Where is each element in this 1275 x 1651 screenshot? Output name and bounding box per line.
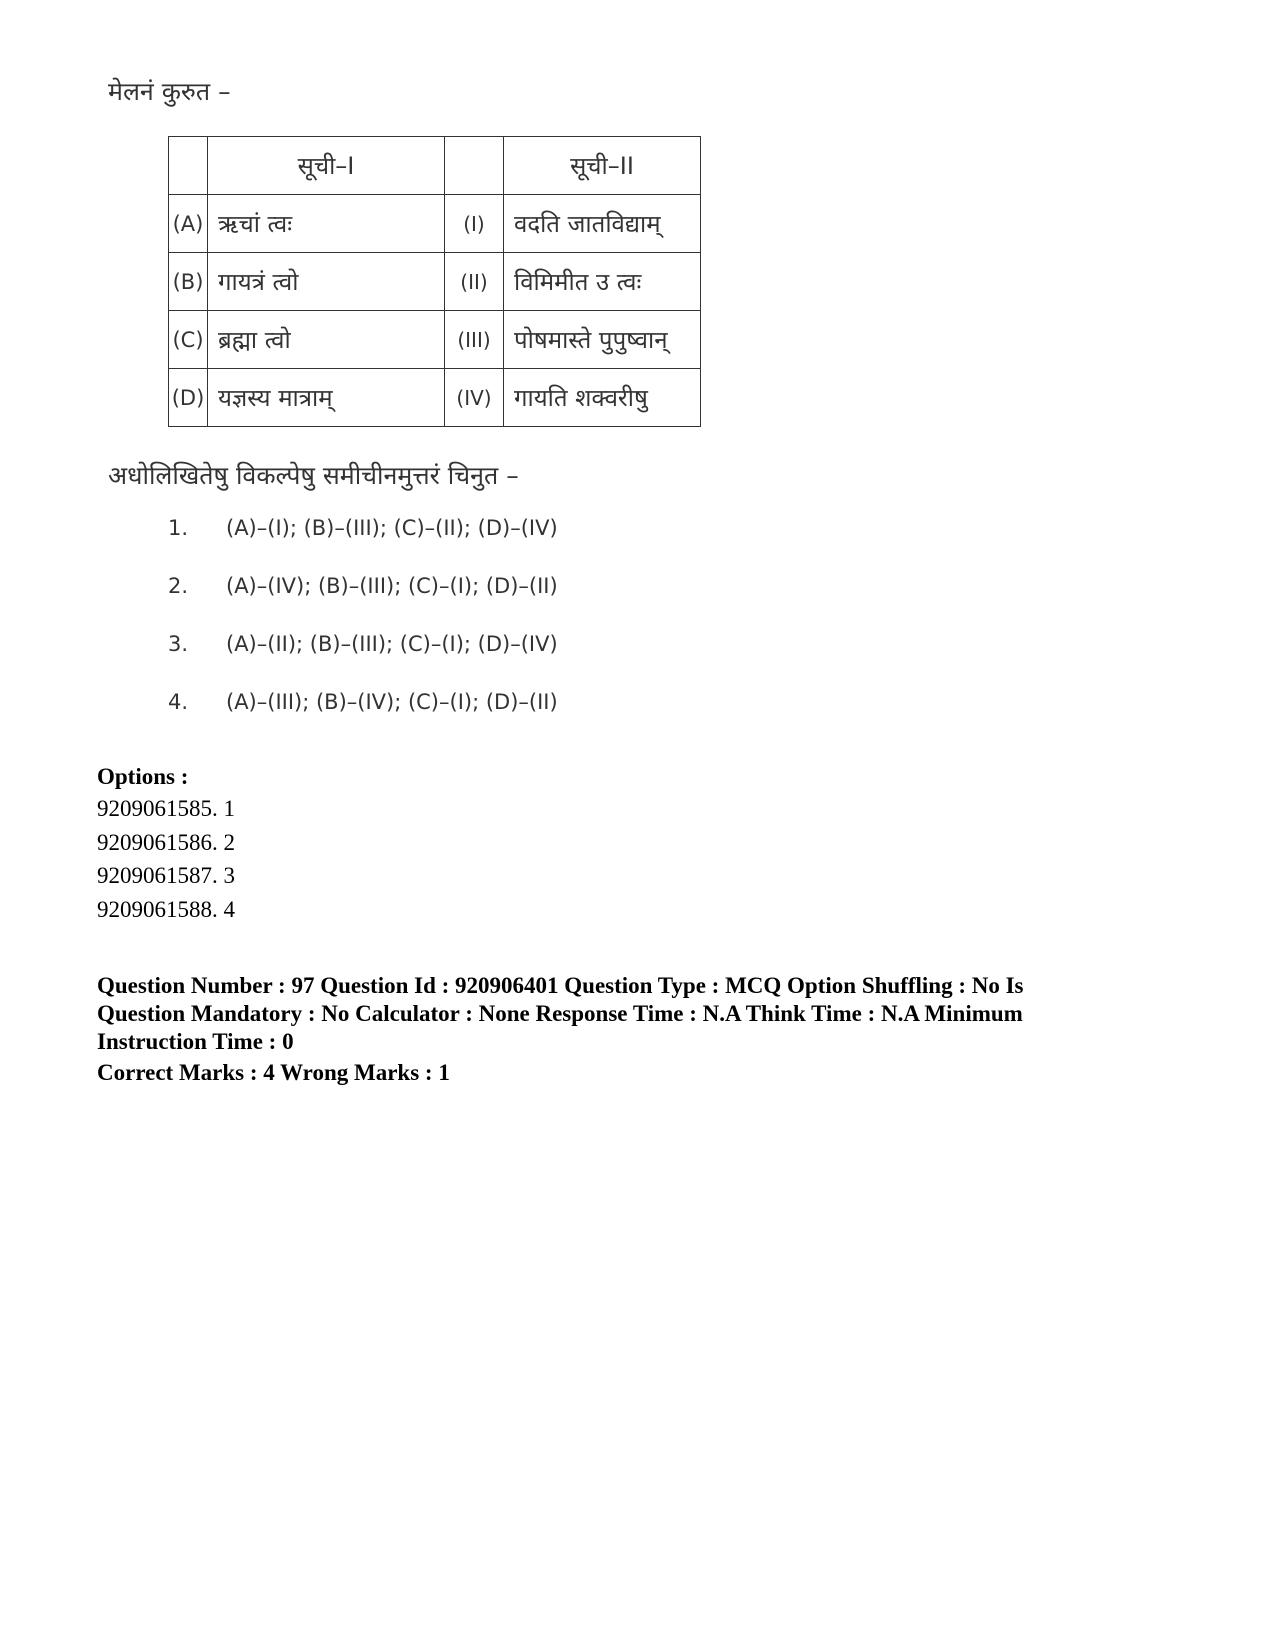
question-marks: Correct Marks : 4 Wrong Marks : 1	[97, 1060, 450, 1085]
choice-text: (A)–(IV); (B)–(III); (C)–(I); (D)–(II)	[226, 574, 558, 598]
answer-choices	[168, 516, 558, 748]
choice-item	[168, 632, 558, 690]
question-meta: Question Number : 97 Question Id : 920906401 Question Type : MCQ Option Shuffling : No Is Question Mandatory : No Calculator : None Response Time : N.A Think Time : N.A Minimum Instruction Time : 0	[97, 973, 1024, 1054]
table-row	[169, 195, 701, 253]
row-right-text: वदति जातविद्याम्	[504, 195, 701, 253]
table-row	[169, 253, 701, 311]
row-right-text: विमिमीत उ त्वः	[504, 253, 701, 311]
row-left-label: (B)	[169, 253, 208, 311]
row-right-label: (II)	[445, 253, 504, 311]
row-right-text: पोषमास्ते पुपुष्वान्	[504, 311, 701, 369]
options-title: Options :	[97, 764, 189, 789]
option-id-list	[97, 796, 235, 930]
choice-text: (A)–(I); (B)–(III); (C)–(II); (D)–(IV)	[226, 516, 558, 540]
table-header-list1: सूची–I	[208, 137, 445, 195]
table-header-empty-left	[169, 137, 208, 195]
row-left-text: ब्रह्मा त्वो	[208, 311, 445, 369]
row-right-label: (I)	[445, 195, 504, 253]
question-heading: मेलनं कुरुत –	[108, 77, 231, 106]
choice-text: (A)–(II); (B)–(III); (C)–(I); (D)–(IV)	[226, 632, 558, 656]
option-id-item: 9209061587. 3	[97, 863, 235, 888]
row-right-label: (IV)	[445, 369, 504, 427]
choice-number: 2.	[168, 574, 189, 598]
question-instruction: अधोलिखितेषु विकल्पेषु समीचीनमुत्तरं चिनुत –	[108, 461, 519, 490]
choice-item	[168, 574, 558, 632]
row-left-text: ऋचां त्वः	[208, 195, 445, 253]
option-id-item: 9209061586. 2	[97, 829, 235, 855]
row-left-label: (D)	[169, 369, 208, 427]
table-header-empty-right	[445, 137, 504, 195]
choice-item	[168, 516, 558, 574]
choice-number: 3.	[168, 632, 189, 656]
table-row	[169, 311, 701, 369]
table-header-list2: सूची–II	[504, 137, 701, 195]
row-left-label: (C)	[169, 311, 208, 369]
row-right-label: (III)	[445, 311, 504, 369]
option-id-item: 9209061588. 4	[97, 896, 235, 922]
row-left-label: (A)	[169, 195, 208, 253]
choice-text: (A)–(III); (B)–(IV); (C)–(I); (D)–(II)	[226, 690, 558, 714]
choice-number: 1.	[168, 516, 189, 540]
row-left-text: यज्ञस्य मात्राम्	[208, 369, 445, 427]
row-right-text: गायति शक्वरीषु	[504, 369, 701, 427]
choice-item	[168, 690, 558, 748]
choice-number: 4.	[168, 690, 189, 714]
option-id-item: 9209061585. 1	[97, 796, 235, 821]
table-header-row	[169, 137, 701, 195]
table-row	[169, 369, 701, 427]
match-table	[168, 136, 701, 427]
row-left-text: गायत्रं त्वो	[208, 253, 445, 311]
